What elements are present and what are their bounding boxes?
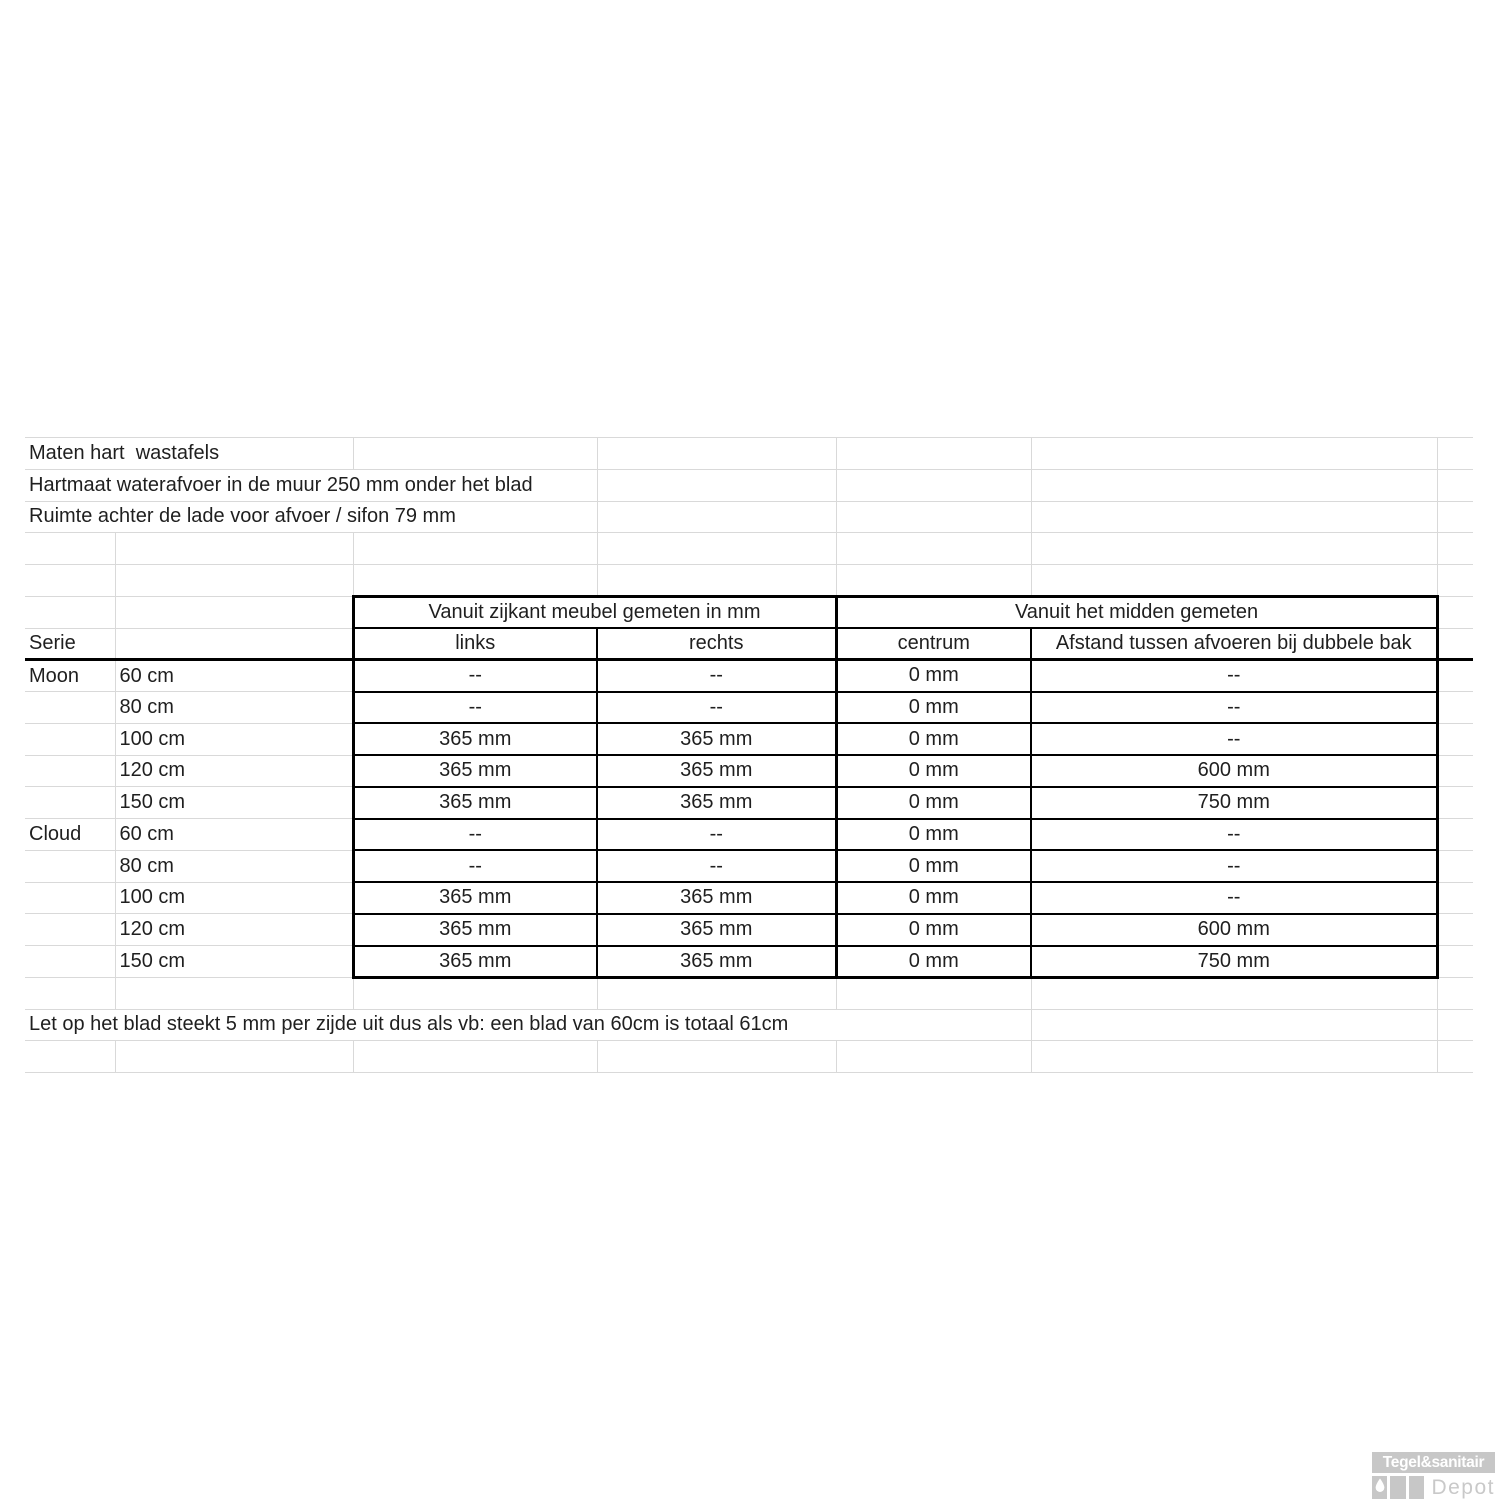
cell-links: 365 mm — [353, 914, 597, 946]
empty-cell — [597, 469, 836, 501]
note-row — [25, 1009, 1473, 1041]
cell-links: 365 mm — [353, 946, 597, 978]
cell-size: 80 cm — [115, 850, 353, 882]
empty-cell — [836, 438, 1031, 470]
cell-rechts: 365 mm — [597, 755, 836, 787]
cell-afstand: 600 mm — [1031, 914, 1437, 946]
cell-links: -- — [353, 819, 597, 851]
empty-cell — [115, 628, 353, 660]
brand-logo — [1372, 1452, 1495, 1499]
col-header-centrum: centrum — [836, 628, 1031, 660]
cell-serie — [25, 882, 115, 914]
cell-centrum: 0 mm — [836, 882, 1031, 914]
empty-cell — [115, 596, 353, 628]
cell-rechts: 365 mm — [597, 914, 836, 946]
cell-serie — [25, 755, 115, 787]
cell-serie: Cloud — [25, 819, 115, 851]
cell-size: 150 cm — [115, 946, 353, 978]
empty-row — [25, 977, 1473, 1009]
cell-size: 100 cm — [115, 882, 353, 914]
cell-serie — [25, 850, 115, 882]
group-header-row — [25, 596, 1473, 628]
cell-afstand: -- — [1031, 660, 1437, 692]
logo-square — [1390, 1476, 1405, 1499]
table-row — [25, 755, 1473, 787]
cell-size: 60 cm — [115, 819, 353, 851]
cell-centrum: 0 mm — [836, 660, 1031, 692]
empty-cell — [836, 501, 1031, 533]
cell-afstand: -- — [1031, 723, 1437, 755]
cell-rechts: -- — [597, 819, 836, 851]
cell-centrum: 0 mm — [836, 723, 1031, 755]
cell-serie — [25, 692, 115, 724]
group-header-middle: Vanuit het midden gemeten — [836, 596, 1437, 628]
cell-serie — [25, 723, 115, 755]
col-header-afstand: Afstand tussen afvoeren bij dubbele bak — [1031, 628, 1437, 660]
empty-row — [25, 1041, 1473, 1073]
table-row — [25, 787, 1473, 819]
cell-size: 60 cm — [115, 660, 353, 692]
empty-cell — [836, 469, 1031, 501]
empty-cell — [1437, 501, 1473, 533]
empty-cell — [597, 438, 836, 470]
empty-cell — [1437, 596, 1473, 628]
empty-cell — [1031, 438, 1437, 470]
info-row-3 — [25, 501, 1473, 533]
cell-rechts: 365 mm — [597, 946, 836, 978]
table-row — [25, 660, 1473, 692]
table-row — [25, 723, 1473, 755]
cell-afstand: 750 mm — [1031, 946, 1437, 978]
cell-links: 365 mm — [353, 882, 597, 914]
info-row-2 — [25, 469, 1473, 501]
cell-afstand: -- — [1031, 850, 1437, 882]
col-header-rechts: rechts — [597, 628, 836, 660]
cell-links: -- — [353, 692, 597, 724]
table-row — [25, 882, 1473, 914]
cell-serie: Moon — [25, 660, 115, 692]
cell-links: -- — [353, 850, 597, 882]
measurements-sheet — [25, 437, 1473, 1073]
info-line-2: Hartmaat waterafvoer in de muur 250 mm onder het blad — [25, 469, 597, 501]
cell-afstand: -- — [1031, 882, 1437, 914]
empty-cell — [1437, 469, 1473, 501]
cell-size: 120 cm — [115, 914, 353, 946]
empty-cell — [1437, 1009, 1473, 1041]
logo-squares — [1372, 1476, 1495, 1499]
cell-links: 365 mm — [353, 755, 597, 787]
cell-size: 150 cm — [115, 787, 353, 819]
logo-square — [1409, 1476, 1424, 1499]
empty-cell — [597, 501, 836, 533]
cell-centrum: 0 mm — [836, 692, 1031, 724]
group-header-side: Vanuit zijkant meubel gemeten in mm — [353, 596, 836, 628]
cell-rechts: -- — [597, 850, 836, 882]
note-text: Let op het blad steekt 5 mm per zijde uit dus als vb: een blad van 60cm is totaal 61cm — [25, 1009, 1031, 1041]
cell-afstand: -- — [1031, 819, 1437, 851]
empty-row — [25, 533, 1473, 565]
cell-afstand: 750 mm — [1031, 787, 1437, 819]
empty-row — [25, 565, 1473, 597]
cell-rechts: 365 mm — [597, 787, 836, 819]
empty-cell — [25, 596, 115, 628]
table-row — [25, 914, 1473, 946]
table-row — [25, 850, 1473, 882]
serie-label: Serie — [25, 628, 115, 660]
table-row — [25, 819, 1473, 851]
table-row — [25, 946, 1473, 978]
cell-links: -- — [353, 660, 597, 692]
brand-depot-label: Depot — [1431, 1476, 1495, 1499]
cell-rechts: 365 mm — [597, 882, 836, 914]
col-header-links: links — [353, 628, 597, 660]
logo-square — [1372, 1476, 1387, 1499]
cell-links: 365 mm — [353, 787, 597, 819]
cell-afstand: -- — [1031, 692, 1437, 724]
info-row-1 — [25, 438, 1473, 470]
cell-afstand: 600 mm — [1031, 755, 1437, 787]
cell-centrum: 0 mm — [836, 914, 1031, 946]
cell-centrum: 0 mm — [836, 850, 1031, 882]
column-header-row — [25, 628, 1473, 660]
info-line-1: Maten hart wastafels — [25, 438, 353, 470]
table-row — [25, 692, 1473, 724]
cell-centrum: 0 mm — [836, 787, 1031, 819]
cell-rechts: -- — [597, 692, 836, 724]
empty-cell — [1031, 469, 1437, 501]
cell-size: 120 cm — [115, 755, 353, 787]
empty-cell — [1031, 1009, 1437, 1041]
cell-centrum: 0 mm — [836, 819, 1031, 851]
brand-banner: Tegel&sanitair — [1372, 1452, 1495, 1473]
empty-cell — [1437, 628, 1473, 660]
cell-centrum: 0 mm — [836, 755, 1031, 787]
cell-serie — [25, 946, 115, 978]
cell-size: 80 cm — [115, 692, 353, 724]
cell-links: 365 mm — [353, 723, 597, 755]
cell-rechts: -- — [597, 660, 836, 692]
cell-rechts: 365 mm — [597, 723, 836, 755]
water-drop-icon — [1373, 1477, 1387, 1499]
selected-cell — [353, 438, 597, 470]
cell-centrum: 0 mm — [836, 946, 1031, 978]
empty-cell — [1031, 501, 1437, 533]
cell-serie — [25, 914, 115, 946]
cell-serie — [25, 787, 115, 819]
info-line-3: Ruimte achter de lade voor afvoer / sifon 79 mm — [25, 501, 597, 533]
empty-cell — [1437, 438, 1473, 470]
cell-size: 100 cm — [115, 723, 353, 755]
